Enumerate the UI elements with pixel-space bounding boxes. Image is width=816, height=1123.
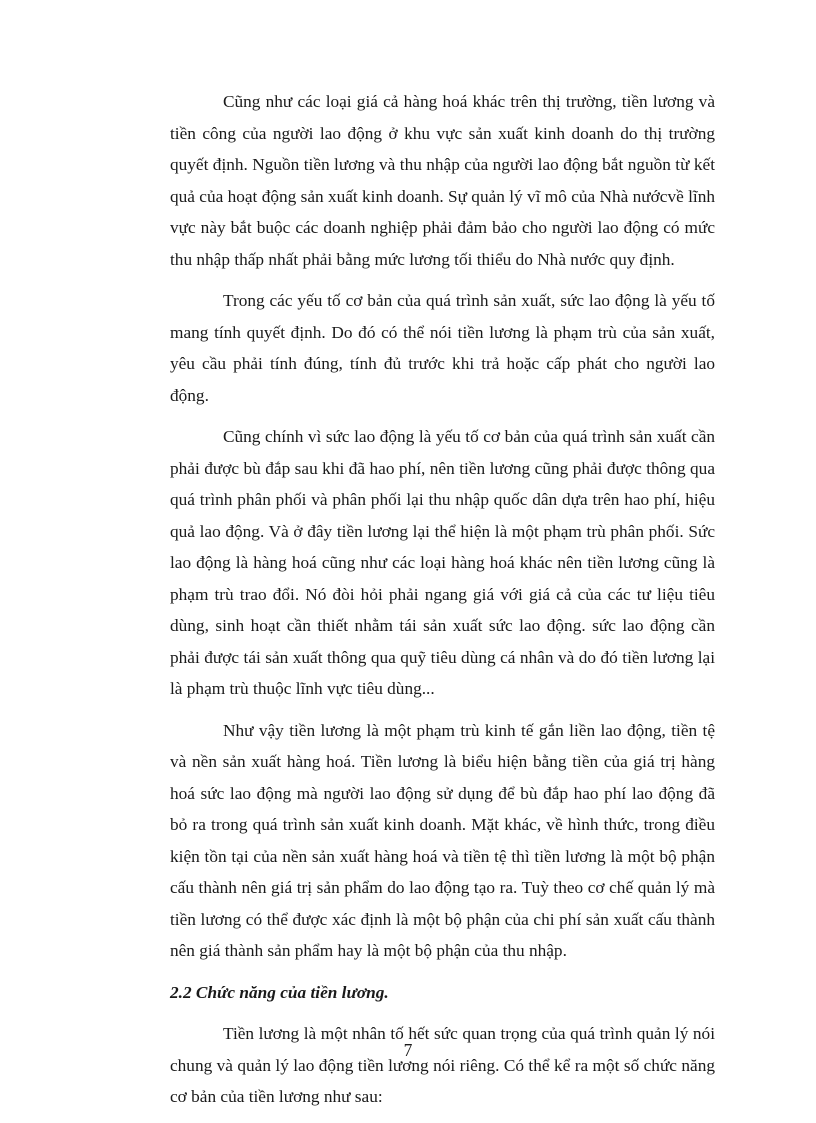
body-paragraph: Trong các yếu tố cơ bản của quá trình sản xuất, sức lao động là yếu tố mang tính quyết định. Do đó có thể nói tiền lương là phạm trù của sản xuất, yêu cầu phải tính đúng, tính đủ trước khi trả hoặc cấp phát cho người lao động. [170,291,715,405]
body-paragraph: Như vậy tiền lương là một phạm trù kinh tế gắn liền lao động, tiền tệ và nền sản xuất hàng hoá. Tiền lương là biểu hiện bằng tiền của giá trị hàng hoá sức lao động mà người lao động sử dụng để bù đắp hao phí lao động đã bỏ ra trong quá trình sản xuất kinh doanh. Mặt khác, về hình thức, trong điều kiện tồn tại của nền sản xuất hàng hoá và tiền tệ thì tiền lương là một bộ phận cấu thành nên giá trị sản phẩm do lao động tạo ra. Tuỳ theo cơ chế quản lý mà tiền lương có thể được xác định là một bộ phận của chi phí sản xuất cấu thành nên giá thành sản phẩm hay là một bộ phận của thu nhập. [170,720,715,960]
body-paragraph: Cũng chính vì sức lao động là yếu tố cơ bản của quá trình sản xuất cần phải được bù đắp sau khi đã hao phí, nên tiền lương cũng phải được thông qua quá trình phân phối và phân phối lại thu nhập quốc dân dựa trên hao phí, hiệu quả lao động. Và ở đây tiền lương lại thể hiện là một phạm trù phân phối. Sức lao động là hàng hoá cũng như các loại hàng hoá khác nên tiền lương cũng là phạm trù trao đổi. Nó đòi hỏi phải ngang giá với giá cả của các tư liệu tiêu dùng, sinh hoạt cần thiết nhằm tái sản xuất sức lao động. sức lao động cần phải được tái sản xuất thông qua quỹ tiêu dùng cá nhân và do đó tiền lương lại là phạm trù thuộc lĩnh vực tiêu dùng... [170,427,715,698]
page-number: 7 [403,1040,413,1060]
section-heading: 2.2 Chức năng của tiền lương. [170,982,389,1002]
document-body [170,86,715,1123]
body-paragraph: Cũng như các loại giá cả hàng hoá khác trên thị trường, tiền lương và tiền công của người lao động ở khu vực sản xuất kinh doanh do thị trường quyết định. Nguồn tiền lương và thu nhập của người lao động bắt nguồn từ kết quả của hoạt động sản xuất kinh doanh. Sự quản lý vĩ mô của Nhà nướcvề lĩnh vực này bắt buộc các doanh nghiệp phải đảm bảo cho người lao động có mức thu nhập thấp nhất phải bằng mức lương tối thiểu do Nhà nước quy định. [170,92,715,269]
body-paragraph: Tiền lương là một nhân tố hết sức quan trọng của quá trình quản lý nói chung và quản lý lao động tiền lương nói riêng. Có thể kể ra một số chức năng cơ bản của tiền lương như sau: [170,1024,715,1106]
